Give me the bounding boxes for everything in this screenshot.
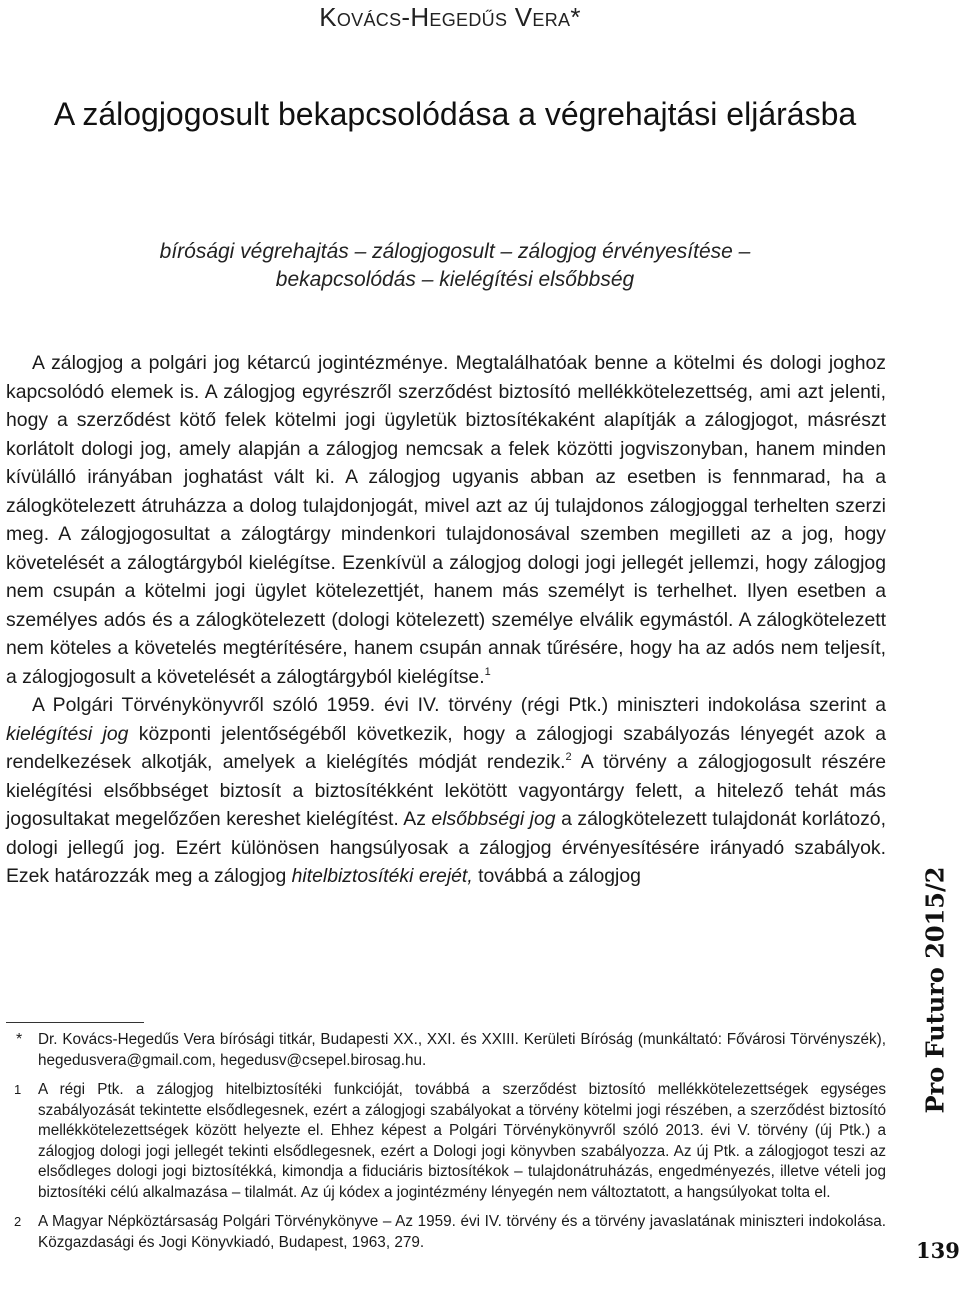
footnote-ref[interactable]: 2 <box>565 751 572 763</box>
journal-name: Pro Futuro 2015/2 <box>920 866 950 1114</box>
footnotes <box>6 1030 886 1262</box>
emphasis-text: elsőbbségi jog <box>431 808 556 830</box>
paragraph-text: központi jelentőségéből következik, hogy a zálogjogi szabályozás lényegét azok a rendelkezések alkotják, amelyek a kielégítés módját rendezik. <box>6 722 886 773</box>
paragraph-text: A Polgári Törvénykönyvről szóló 1959. évi IV. törvény (régi Ptk.) miniszteri indokolása szerint a <box>32 694 886 716</box>
keywords <box>30 238 880 294</box>
paragraph-text: A törvény a zálogjogosult részére kielégítési elsőbbséget biztosít a biztosítékként lekötött vagyontárgy felett, a hitelező tehát más jogosultakat megelőzően kereshet kielégítést. Az <box>6 751 887 830</box>
emphasis-text: hitelbiztosítéki erejét, <box>291 865 473 887</box>
paragraph-text: A zálogjog a polgári jog kétarcú jogintézménye. Megtalálhatóak benne a kötelmi és dologi joghoz kapcsolódó elemek is. A zálogjog egyrészről szerződést biztosító mellékkötelezettség, ami azt jelenti, hogy a szerződést kötő felek kötelmi jogi ügyletük biztosítékaként alapítják a zálogjogot, másrészt korlátolt dologi jog, amely alapján a zálogjog nemcsak a felek közötti jogviszonyban, hanem minden kívülálló irányában joghatást vált ki. A zálogjog ugyanis abban az esetben is fennmarad, ha a zálogkötelezett átruházza a dolog tulajdonjogát, mivel azt az új tulajdonos zálogjoggal terhelten szerzi meg. A zálogjogosultat a zálogtárgy mindenkori tulajdonosával szemben megilleti az a jog, hogy követelését a zálogtárgyból kielégítse. Ezenkívül a zálogjog dologi jogi jellegét jellemzi, hogy zálogjog nem csupán a kötelmi jogi ügylet kötelezettjét, hanem más személyt is terhelhet. Ilyen esetben a személyes adós és a zálogkötelezett (dologi kötelezett) személye elválik egymástól. A zálogkötelezett nem köteles a követelés megtérítésére, hanem csupán annak tűrésére, hogy ha az adós nem teljesít, a zálogjogosult a követelését a zálogtárgyból kielégítse. <box>6 352 886 688</box>
footnote-text: Dr. Kovács-Hegedűs Vera bírósági titkár, Budapesti XX., XXI. és XXIII. Kerületi Bíróság (munkáltató: Fővárosi Törvényszék), hegedusvera@gmail.com, hegedusv@csepel.birosag.hu. <box>38 1031 886 1069</box>
article-title: A zálogjogosult bekapcsolódása a végrehajtási eljárásba <box>53 96 857 132</box>
paragraph <box>6 691 886 891</box>
paragraph <box>6 349 886 691</box>
footnote <box>6 1080 886 1203</box>
page-number: 139 <box>916 1238 960 1263</box>
author-name: Kovács-Hegedűs Vera* <box>319 2 581 32</box>
footnote-ref[interactable]: 1 <box>484 665 491 678</box>
article-body <box>6 349 886 891</box>
paragraph-text: továbbá a zálogjog <box>472 865 641 887</box>
footnote-mark: 2 <box>14 1214 22 1229</box>
footnote-text: A régi Ptk. a zálogjog hitelbiztosítéki funkcióját, továbbá a szerződést biztosító mellékkötelezettségek egységes szabályozását tekintette elsődlegesnek, ezért a zálogjogi szabályokat a törvény kötelmi jogi részében, a szerződést biztosító mellékkötelezettségek között helyezte el. Ehhez képest a Polgári Törvénykönyvről szóló 2013. évi V. törvény (új Ptk.) a zálogjog dologi jogi jellegét tekinti elsődlegesnek, ezért a Dologi jogi könyvben szabályozza. Az új Ptk. a zálogjogot teszi az elsődleges dologi jogi biztosítékká, kimondja a fiduciáris biztosítékok – tulajdonátruházás, engedményezés, illetve vételi jog biztosítéki célú alkalmazása – tilalmát. Az új kódex a jogintézmény lényegén nem változtatott, a hangsúlyokat tolta el. <box>38 1081 886 1201</box>
footnote-text: A Magyar Népköztársaság Polgári Törvénykönyve – Az 1959. évi IV. törvény és a törvény javaslatának miniszteri indokolása. Közgazdasági és Jogi Könyvkiadó, Budapest, 1963, 279. <box>38 1213 886 1251</box>
footnote <box>6 1212 886 1253</box>
footnote-mark: * <box>16 1031 23 1048</box>
footnote-mark: 1 <box>14 1082 22 1097</box>
keywords-line: bekapcsolódás – kielégítési elsőbbség <box>275 268 635 291</box>
footnote-divider <box>6 1022 144 1023</box>
paragraph-text: a zálogkötelezett tulajdonát korlátozó, dologi jellegű jog. Ezért különösen hangsúlyosak a zálogjog érvényesítésére irányadó szabályok. Ezek határozzák meg a zálogjog <box>6 808 886 887</box>
footnote <box>6 1030 886 1071</box>
journal-sidebar <box>905 866 960 1114</box>
emphasis-text: kielégítési jog <box>6 722 129 745</box>
keywords-line: bírósági végrehajtás – zálogjogosult – zálogjog érvényesítése – <box>159 240 751 263</box>
